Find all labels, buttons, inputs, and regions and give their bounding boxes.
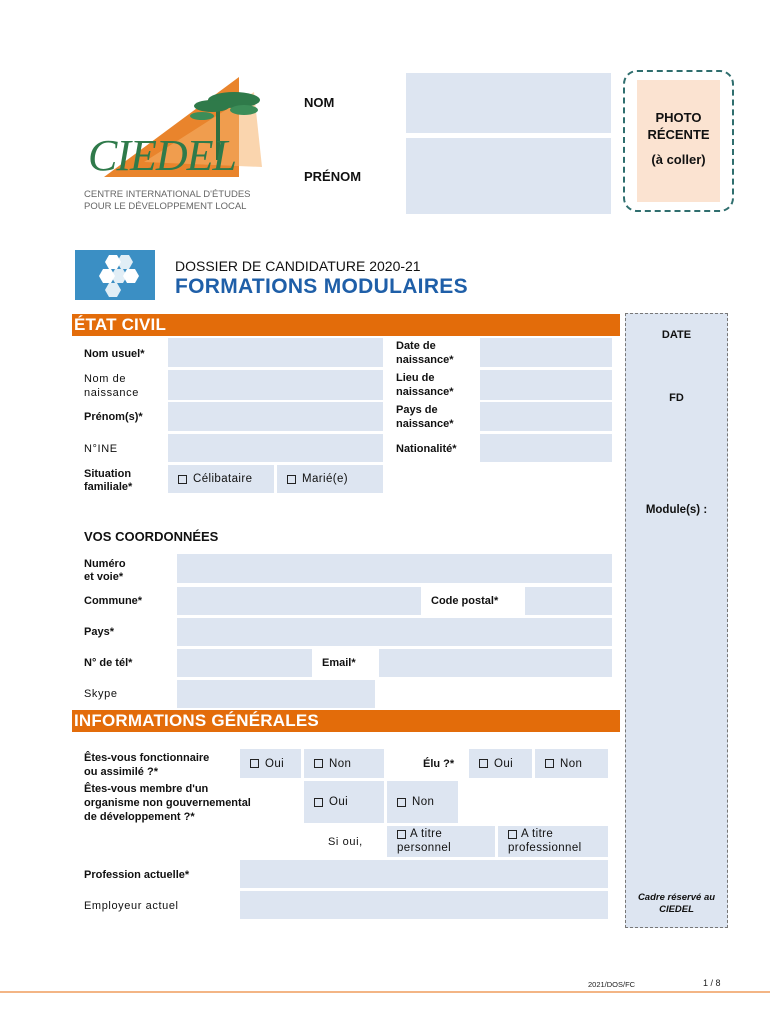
lieu-naissance-label-1: Lieu de [396,372,435,384]
situation-label-2: familiale* [84,481,133,493]
titre-personnel-content [397,827,451,855]
marie-text: Marié(e) [302,473,349,485]
nom-usuel-label: Nom usuel* [84,348,145,360]
reserved-modules-label: Module(s) : [645,504,708,516]
non-text: Non [560,757,583,770]
coordonnees-heading: VOS COORDONNÉES [84,529,219,544]
checkbox-icon[interactable] [479,759,488,768]
oui-text: Oui [265,757,285,770]
page-number: 1 / 8 [703,978,721,988]
fonctionnaire-oui-option[interactable] [240,749,301,778]
prenom-field[interactable] [406,138,611,214]
photo-area [637,80,720,202]
pays-naissance-field[interactable] [480,402,612,431]
fonctionnaire-label-2: ou assimilé ?* [84,766,158,778]
prenom-label: PRÉNOM [304,169,362,184]
commune-field[interactable] [177,587,421,615]
titre-professionnel-text-1: A titre [521,828,554,840]
section-etat-civil: ÉTAT CIVIL [72,314,620,336]
checkbox-icon[interactable] [508,830,517,839]
section-informations: INFORMATIONS GÉNÉRALES [72,710,620,732]
titre-personnel-text-1: A titre [410,828,443,840]
numero-label-1: Numéro [84,558,126,570]
code-postal-label: Code postal* [431,595,499,607]
pays-field[interactable] [177,618,612,646]
nationalite-label: Nationalité* [396,443,457,455]
si-oui-label: Si oui, [328,836,363,848]
code-postal-field[interactable] [525,587,612,615]
logo-subtitle-2: POUR LE DÉVELOPPEMENT LOCAL [84,201,247,212]
logo-subtitle-1: CENTRE INTERNATIONAL D'ÉTUDES [84,189,251,200]
checkbox-icon[interactable] [287,475,296,484]
photo-line-2: RÉCENTE [647,127,710,142]
numero-label-2: et voie* [84,571,124,583]
pays-naissance-label-2: naissance* [396,418,454,430]
email-field[interactable] [379,649,612,677]
reserved-date-label: DATE [661,329,692,341]
checkbox-icon[interactable] [314,759,323,768]
oui-text: Oui [329,796,349,808]
reserved-fd-label: FD [669,392,684,404]
oui-text: Oui [494,757,514,770]
nom-naissance-field[interactable] [168,370,383,400]
date-naissance-label-2: naissance* [396,354,454,366]
situation-label-1: Situation [84,468,132,480]
footer-code: 2021/DOS/FC [588,980,636,989]
photo-line-1: PHOTO [655,110,702,125]
dossier-subtitle: DOSSIER DE CANDIDATURE 2020-21 [175,258,421,274]
lieu-naissance-field[interactable] [480,370,612,400]
profession-field[interactable] [240,860,608,888]
date-naissance-label-1: Date de [396,340,436,352]
ong-label-1: Êtes-vous membre d'un [84,783,209,795]
checkbox-icon[interactable] [397,798,406,807]
checkbox-icon[interactable] [178,475,187,484]
photo-box [623,70,734,212]
ong-oui-option[interactable] [304,781,384,823]
footer-rule [0,991,770,993]
tel-label: N° de tél* [84,657,133,669]
elu-label: Élu ?* [423,758,455,770]
reserved-footer-1: Cadre réservé au [637,892,716,903]
celibataire-text: Célibataire [193,473,253,485]
pays-naissance-label-1: Pays de [396,404,438,416]
checkbox-icon[interactable] [250,759,259,768]
ine-field[interactable] [168,434,383,462]
logo-text: CIEDEL [88,131,236,180]
checkbox-icon[interactable] [545,759,554,768]
commune-label: Commune* [84,595,143,607]
employeur-field[interactable] [240,891,608,919]
fonctionnaire-label-1: Êtes-vous fonctionnaire [84,752,210,764]
non-text: Non [412,796,435,808]
lieu-naissance-label-2: naissance* [396,386,454,398]
ine-label: N°INE [84,443,118,455]
celibataire-option[interactable] [168,465,274,493]
checkbox-icon[interactable] [397,830,406,839]
email-label: Email* [322,657,356,669]
titre-professionnel-line-1 [508,827,582,841]
nom-naissance-label-2: naissance [84,387,139,399]
titre-personnel-text-2: personnel [397,842,452,854]
elu-non-option[interactable] [535,749,608,778]
pays-label: Pays* [84,626,114,638]
nom-field[interactable] [406,73,611,133]
prenoms-label: Prénom(s)* [84,411,143,423]
numero-field[interactable] [177,554,612,583]
elu-oui-option[interactable] [469,749,532,778]
profession-label: Profession actuelle* [84,869,190,881]
page-title: FORMATIONS MODULAIRES [175,275,468,298]
nom-naissance-label-1: Nom de [84,373,127,385]
nom-usuel-field[interactable] [168,338,383,367]
ciedel-logo [84,72,274,212]
date-naissance-field[interactable] [480,338,612,367]
titre-professionnel-content [508,827,582,855]
skype-label: Skype [84,688,118,700]
ong-non-option[interactable] [387,781,458,823]
photo-line-3: (à coller) [651,152,706,167]
skype-field[interactable] [177,680,375,708]
ong-label-2: organisme non gouvernemental [84,797,251,809]
titre-professionnel-text-2: professionnel [508,842,582,854]
nom-label: NOM [304,95,335,110]
fonctionnaire-non-option[interactable] [304,749,384,778]
ong-label-3: de développement ?* [84,811,195,823]
prenoms-field[interactable] [168,402,383,431]
nationalite-field[interactable] [480,434,612,462]
tel-field[interactable] [177,649,312,677]
titre-personnel-option[interactable] [387,826,495,857]
marie-option[interactable] [277,465,383,493]
employeur-label: Employeur actuel [84,900,179,912]
non-text: Non [329,757,352,770]
reserved-box [625,313,728,928]
reserved-footer-2: CIEDEL [659,904,694,915]
checkbox-icon[interactable] [314,798,323,807]
titre-personnel-line-1 [397,827,451,841]
hexagon-icon [75,250,155,300]
titre-professionnel-option[interactable] [498,826,608,857]
